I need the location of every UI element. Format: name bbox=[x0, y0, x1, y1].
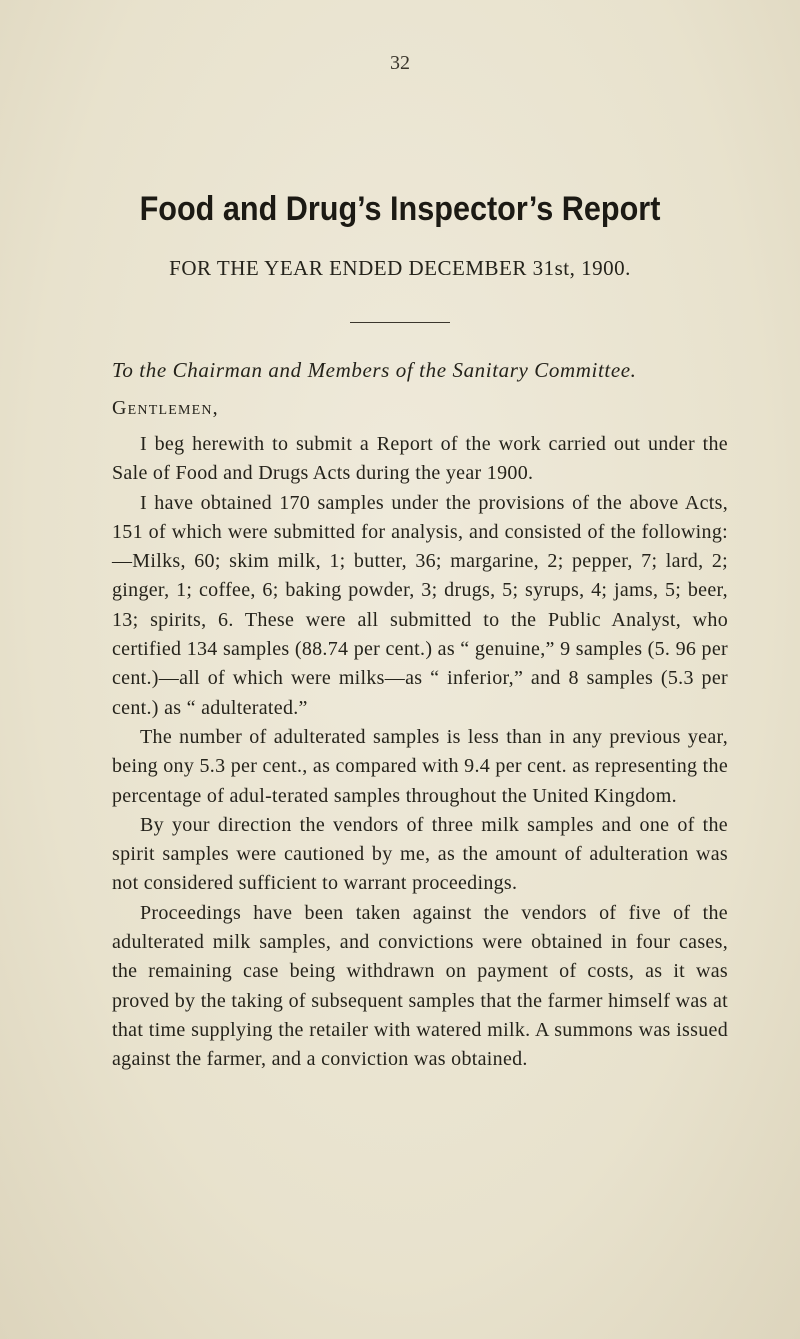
divider-rule bbox=[350, 322, 450, 323]
paragraph-proceedings: Proceedings have been taken against the vendors of five of the adulterated milk samples, and convictions were obtained in four cases, the remaining case being withdrawn on payment of costs, as it was proved by the taking of subsequent samples that the farmer himself was at that time supplying the retailer with watered milk. A summons was issued against the farmer, and a conviction was obtained. bbox=[112, 901, 728, 1071]
paragraph-cautions: By your direction the vendors of three milk samples and one of the spirit samples were cautioned by me, as the amount of adulteration was not considered sufficient to warrant proceedings. bbox=[112, 813, 728, 895]
report-body bbox=[112, 430, 728, 1075]
paragraph-adulterated-comparison: The number of adulterated samples is less than in any previous year, being ony 5.3 per cent., as compared with 9.4 per cent. as representing the percentage of adul-terated samples throughout the United Kingdom. bbox=[112, 725, 728, 807]
page-number: 32 bbox=[390, 52, 410, 74]
addressee-line: To the Chairman and Members of the Sanitary Committee. bbox=[112, 358, 637, 382]
paragraph-samples: I have obtained 170 samples under the provisions of the above Acts, 151 of which were submitted for analysis, and consisted of the following: —Milks, 60; skim milk, 1; butter, 36; margarine, 2; pepper, 7; lard, 2; ginger, 1; coffee, 6; baking powder, 3; drugs, 5; syrups, 4; jams, 5; beer, 13; spirits, 6. These were all submitted to the Public Analyst, who certified 134 samples (88.74 per cent.) as “ genuine,” 9 samples (5. 96 per cent.)—all of which were milks—as “ inferior,” and 8 samples (5.3 per cent.) as “ adulterated.” bbox=[112, 491, 728, 719]
paragraph-intro: I beg herewith to submit a Report of the work carried out under the Sale of Food and Drugs Acts during the year 1900. bbox=[112, 433, 728, 485]
salutation: Gentlemen, bbox=[112, 397, 219, 419]
report-subtitle: FOR THE YEAR ENDED DECEMBER 31st, 1900. bbox=[169, 256, 631, 280]
report-title: Food and Drug’s Inspector’s Report bbox=[139, 190, 661, 228]
